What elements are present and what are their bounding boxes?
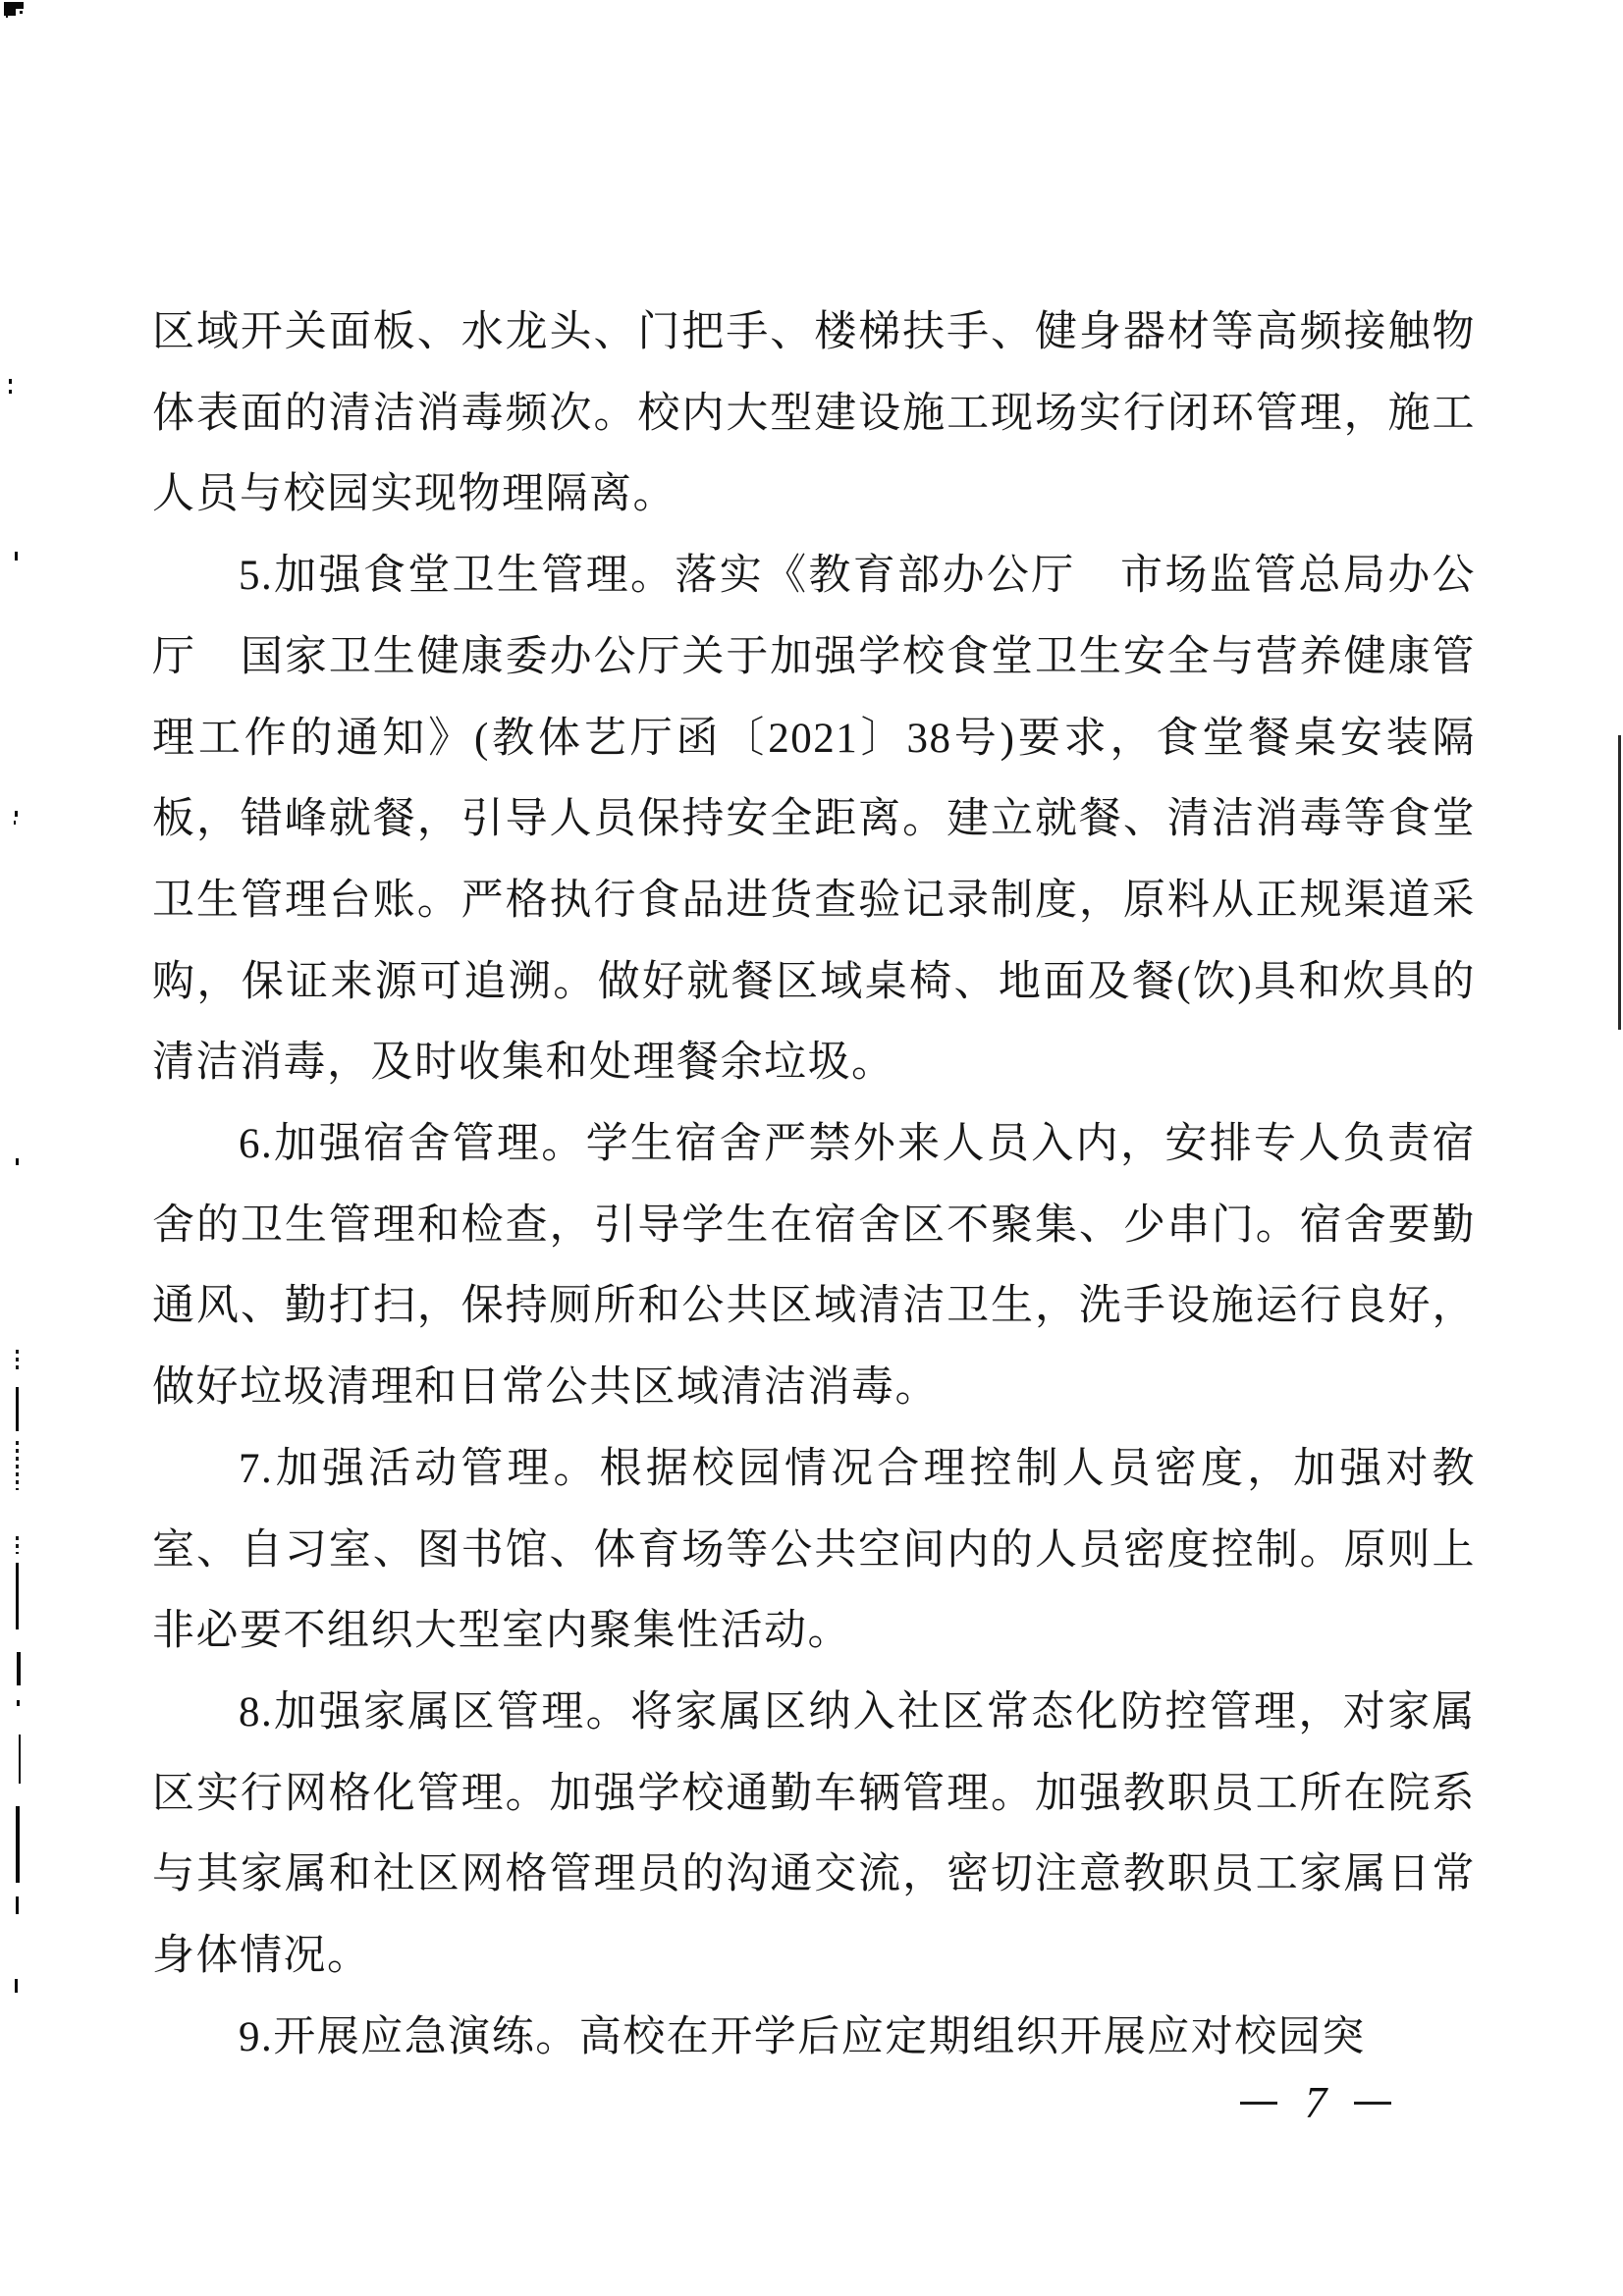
paragraph-item-5: 5.加强食堂卫生管理。落实《教育部办公厅 市场监管总局办公厅 国家卫生健康委办公厅关于加强学校食堂卫生安全与营养健康管理工作的通知》(教体艺厅函〔2021〕38号)要求，食堂餐桌安装隔板，错峰就餐，引导人员保持安全距离。建立就餐、清洁消毒等食堂卫生管理台账。严格执行食品进货查验记录制度，原料从正规渠道采购，保证来源可追溯。做好就餐区域桌椅、地面及餐(饮)具和炊具的清洁消毒，及时收集和处理餐余垃圾。: [152, 553, 1476, 1087]
page-number-dash-right: [1354, 2102, 1391, 2105]
paragraph-continuation: 区域开关面板、水龙头、门把手、楼梯扶手、健身器材等高频接触物体表面的清洁消毒频次。校内大型建设施工现场实行闭环管理，施工人员与校园实现物理隔离。: [152, 309, 1476, 518]
scan-artifact: [14, 821, 16, 825]
document-body: [152, 293, 1476, 2078]
scan-artifact: [15, 1979, 18, 1993]
scan-artifact: [20, 11, 23, 14]
scan-artifact: [9, 390, 12, 394]
page-number-dash-left: [1240, 2102, 1277, 2105]
scan-artifact: [17, 1700, 20, 1706]
paragraph-item-8: 8.加强家属区管理。将家属区纳入社区常态化防控管理，对家属区实行网格化管理。加强学校通勤车辆管理。加强教职员工所在院系与其家属和社区网格管理员的沟通交流，密切注意教职员工家属日常身体情况。: [152, 1688, 1476, 1980]
scan-artifact: [1618, 735, 1621, 1030]
scan-artifact: [19, 1735, 21, 1784]
scan-artifact: [16, 1806, 20, 1883]
scan-artifact: [9, 379, 12, 384]
scan-artifact: [16, 1563, 19, 1629]
scan-artifact: [6, 15, 8, 18]
scan-artifact: [15, 552, 18, 561]
scan-artifact: [17, 1652, 21, 1685]
page-number-value: 7: [1304, 2078, 1327, 2127]
scan-artifact: [16, 1441, 19, 1490]
paragraph-item-7: 7.加强活动管理。根据校园情况合理控制人员密度，加强对教室、自习室、图书馆、体育场等公共空间内的人员密度控制。原则上非必要不组织大型室内聚集性活动。: [152, 1445, 1476, 1655]
paragraph-item-9: 9.开展应急演练。高校在开学后应定期组织开展应对校园突: [239, 2013, 1366, 2060]
scan-artifact: [15, 811, 18, 817]
scan-artifact: [16, 1896, 19, 1914]
scan-artifact: [16, 1158, 19, 1165]
paragraph-item-6: 6.加强宿舍管理。学生宿舍严禁外来人员入内，安排专人负责宿舍的卫生管理和检查，引导学生在宿舍区不聚集、少串门。宿舍要勤通风、勤打扫，保持厕所和公共区域清洁卫生，洗手设施运行良好，做好垃圾清理和日常公共区域清洁消毒。: [152, 1121, 1476, 1412]
page-number: [1213, 2073, 1419, 2132]
scan-artifact: [16, 1350, 19, 1369]
scan-artifact: [16, 1536, 19, 1554]
scan-artifact: [4, 2, 16, 16]
scan-artifact: [16, 1387, 19, 1431]
